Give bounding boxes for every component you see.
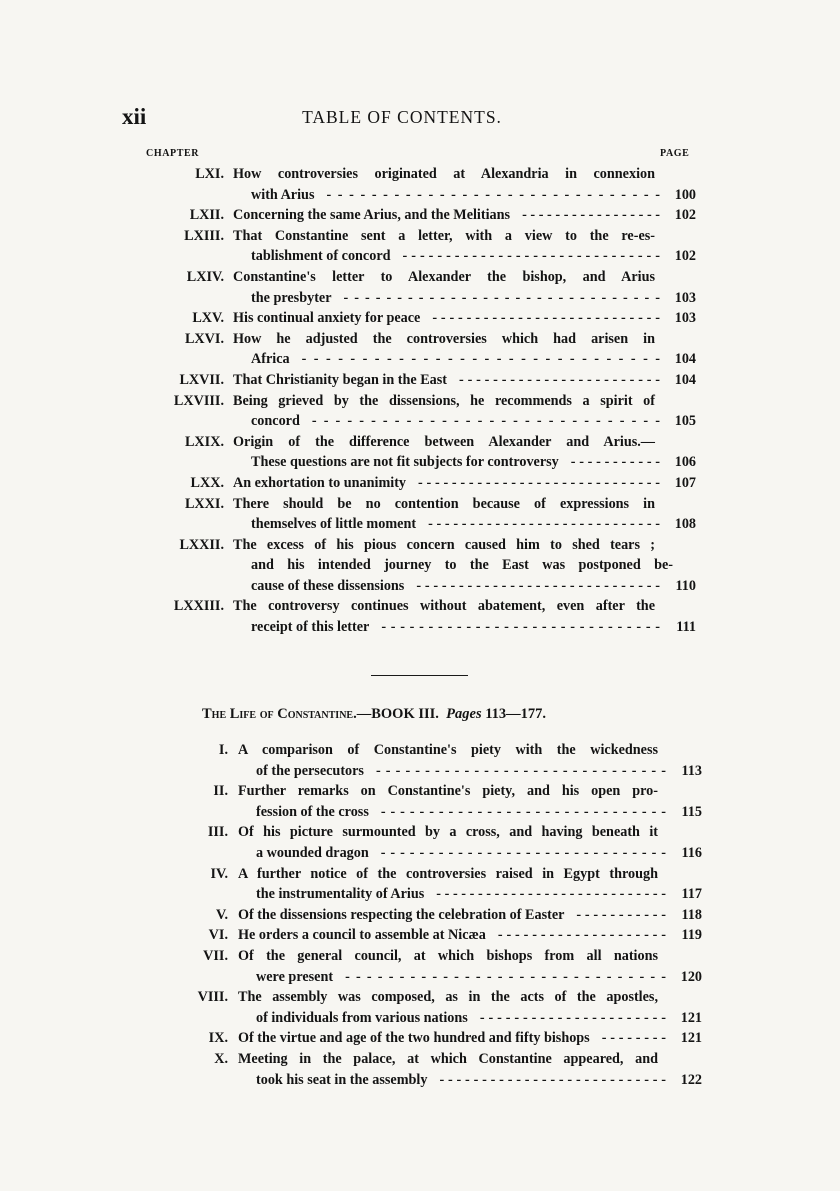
chapter-number: LXIX. — [184, 433, 224, 450]
page-number: 106 — [674, 454, 696, 471]
page-column-heading: PAGE — [660, 148, 690, 159]
toc-entry — [0, 391, 840, 432]
dot-leader: - - - - - - - - - - - - - - - - - - - - - - - - - - - - - - — [380, 803, 666, 820]
dot-leader: - - - - - - - - - - - - - - - - - - - - - - - - — [459, 371, 660, 388]
chapter-number: II. — [213, 783, 228, 800]
entry-title-line: of individuals from various nations — [256, 1009, 468, 1026]
entry-title-line: The controversy continues without abatement, even after the — [233, 598, 655, 615]
entry-title-line: the presbyter — [251, 289, 332, 306]
toc-entry — [0, 370, 840, 391]
running-head — [122, 104, 682, 134]
dot-leader: - - - - - - - - - - - — [570, 454, 660, 471]
page-number: 102 — [674, 207, 696, 224]
toc-entry — [0, 1049, 840, 1090]
entry-title-line: with Arius — [251, 186, 315, 203]
toc-entry — [0, 822, 840, 863]
toc-entry — [0, 905, 840, 926]
entry-title-line: That Constantine sent a letter, with a view to the re-es- — [233, 227, 655, 244]
entry-title-line: There should be no contention because of expressions in — [233, 495, 655, 512]
toc-entry — [0, 781, 840, 822]
entry-title-line: His continual anxiety for peace — [233, 310, 421, 327]
page-number: 104 — [674, 371, 696, 388]
toc-entry — [0, 226, 840, 267]
page-number: 107 — [674, 474, 696, 491]
page-number: 120 — [680, 968, 702, 985]
chapter-number: VIII. — [197, 989, 228, 1006]
section-heading — [202, 706, 546, 723]
chapter-number: LXVIII. — [173, 392, 224, 409]
dot-leader: - - - - - - - - — [601, 1030, 666, 1047]
dot-leader: - - - - - - - - - - - - - - - - - - - - - - - - - - - - - — [418, 474, 660, 491]
page-number: 111 — [676, 619, 696, 636]
entry-title-line: fession of the cross — [256, 803, 369, 820]
toc-entry — [0, 205, 840, 226]
toc-entry — [0, 164, 840, 205]
entry-title-line: Origin of the difference between Alexander and Arius.— — [233, 433, 655, 450]
entry-title-line: Concerning the same Arius, and the Melitians — [233, 207, 511, 224]
entry-title-line: and his intended journey to the East was postponed be- — [251, 557, 673, 574]
section-book: —BOOK III. — [356, 706, 439, 722]
entry-title-line: These questions are not fit subjects for controversy — [251, 454, 559, 471]
chapter-number: VI. — [208, 927, 228, 944]
page-folio: xii — [122, 104, 147, 129]
entry-title-line: How controversies originated at Alexandria in connexion — [233, 166, 655, 182]
page-number: 103 — [674, 310, 696, 327]
entry-title-line: took his seat in the assembly — [256, 1071, 428, 1088]
dot-leader: - - - - - - - - - - - - - - - - - - - - - - - - - - - - - - — [375, 762, 666, 779]
dot-leader: - - - - - - - - - - - - - - - - - - - - - - - - - - - - - - — [326, 186, 660, 203]
chapter-number: X. — [214, 1050, 228, 1067]
chapter-number: LXX. — [190, 474, 224, 491]
page-number: 110 — [675, 577, 696, 594]
entry-title-line: themselves of little moment — [251, 516, 417, 533]
contents-list-part-1 — [0, 164, 840, 638]
entry-title-line: a wounded dragon — [256, 844, 369, 861]
chapter-number: V. — [216, 906, 228, 923]
toc-entry — [0, 740, 840, 781]
page-number: 121 — [680, 1009, 702, 1026]
dot-leader: - - - - - - - - - - - — [576, 906, 666, 923]
toc-entry — [0, 987, 840, 1028]
chapter-number: III. — [207, 824, 228, 841]
toc-entry — [0, 596, 840, 637]
chapter-number: LXVI. — [184, 330, 224, 347]
entry-title-line: Constantine's letter to Alexander the bishop, and Arius — [233, 268, 655, 285]
entry-title-line: Meeting in the palace, at which Constantine appeared, and — [238, 1050, 658, 1067]
entry-title-line: How he adjusted the controversies which had arisen in — [233, 330, 655, 347]
chapter-number: LXI. — [195, 166, 224, 182]
toc-entry — [0, 432, 840, 473]
dot-leader: - - - - - - - - - - - - - - - - - - - - - - - - - - - - - — [416, 577, 660, 594]
chapter-number: LXXIII. — [173, 598, 224, 615]
entry-title-line: were present — [256, 968, 334, 985]
entry-title-line: That Christianity began in the East — [233, 371, 448, 388]
page-number: 105 — [674, 413, 696, 430]
toc-entry — [0, 925, 840, 946]
chapter-column-heading: CHAPTER — [146, 148, 200, 159]
page-number: 115 — [681, 803, 702, 820]
dot-leader: - - - - - - - - - - - - - - - - - - - - - - - - - - - - - - — [301, 351, 660, 368]
toc-entry — [0, 494, 840, 535]
entry-title-line: A comparison of Constantine's piety with the wickedness — [238, 742, 658, 758]
dot-leader: - - - - - - - - - - - - - - - - - - - - - - - - - - - - - - — [311, 413, 660, 430]
page-number: 102 — [674, 248, 696, 265]
dot-leader: - - - - - - - - - - - - - - - - - - - - - - - - - - - — [439, 1071, 666, 1088]
chapter-number: IX. — [208, 1030, 228, 1047]
page-number: 121 — [680, 1030, 702, 1047]
page-number: 117 — [681, 886, 702, 903]
toc-entry — [0, 946, 840, 987]
chapter-number: LXVII. — [179, 371, 224, 388]
dot-leader: - - - - - - - - - - - - - - - - - - - - — [497, 927, 666, 944]
chapter-number: VII. — [203, 947, 228, 964]
entry-title-line: of the persecutors — [256, 762, 364, 779]
toc-entry — [0, 473, 840, 494]
entry-title-line: Of the general council, at which bishops from all nations — [238, 947, 658, 964]
dot-leader: - - - - - - - - - - - - - - - - - - - - - - - - - - - - - - — [402, 248, 660, 265]
dot-leader: - - - - - - - - - - - - - - - - - - - - - - — [479, 1009, 666, 1026]
page-number: 113 — [681, 762, 702, 779]
chapter-number: LXV. — [192, 310, 224, 327]
section-divider — [371, 675, 468, 676]
page-number: 116 — [681, 844, 702, 861]
page-number: 103 — [674, 289, 696, 306]
page-title: TABLE OF CONTENTS. — [302, 107, 502, 127]
entry-title-line: tablishment of concord — [251, 248, 391, 265]
toc-entry — [0, 535, 840, 597]
dot-leader: - - - - - - - - - - - - - - - - - - - - - - - - - - - - - - — [343, 289, 660, 306]
entry-title-line: the instrumentality of Arius — [256, 886, 425, 903]
entry-title-line: The assembly was composed, as in the acts of the apostles, — [238, 989, 658, 1006]
chapter-number: LXXI. — [184, 495, 224, 512]
entry-title-line: He orders a council to assemble at Nicæa — [238, 927, 486, 944]
chapter-number: LXIII. — [184, 227, 224, 244]
entry-title-line: receipt of this letter — [251, 619, 370, 636]
contents-list-part-2 — [0, 740, 840, 1090]
entry-title-line: Further remarks on Constantine's piety, and his open pro- — [238, 783, 658, 800]
entry-title-line: Of the dissensions respecting the celebration of Easter — [238, 906, 565, 923]
dot-leader: - - - - - - - - - - - - - - - - - - - - - - - - - - - - - - — [345, 968, 666, 985]
chapter-number: IV. — [210, 865, 228, 882]
chapter-number: LXIV. — [186, 268, 224, 285]
dot-leader: - - - - - - - - - - - - - - - - - - - - - - - - - - - — [432, 310, 660, 327]
toc-entry — [0, 267, 840, 308]
entry-title-line: The excess of his pious concern caused him to shed tears ; — [233, 536, 655, 553]
section-work-title: The Life of Constantine. — [202, 706, 357, 722]
page-number: 118 — [681, 906, 702, 923]
section-pages-label: Pages — [446, 706, 482, 722]
chapter-number: LXII. — [189, 207, 224, 224]
page-number: 122 — [680, 1071, 702, 1088]
entry-title-line: An exhortation to unanimity — [233, 474, 407, 491]
dot-leader: - - - - - - - - - - - - - - - - - - - - - - - - - - - - — [428, 516, 660, 533]
toc-entry — [0, 329, 840, 370]
page-number: 119 — [681, 927, 702, 944]
toc-entry — [0, 1028, 840, 1049]
entry-title-line: concord — [251, 413, 300, 430]
page-number: 108 — [674, 516, 696, 533]
page-number: 104 — [674, 351, 696, 368]
dot-leader: - - - - - - - - - - - - - - - - - — [522, 207, 660, 224]
chapter-number: LXXII. — [179, 536, 224, 553]
entry-title-line: cause of these dissensions — [251, 577, 405, 594]
dot-leader: - - - - - - - - - - - - - - - - - - - - - - - - - - - - — [436, 886, 666, 903]
dot-leader: - - - - - - - - - - - - - - - - - - - - - - - - - - - - - - — [381, 619, 660, 636]
section-pages-range: 113—177. — [485, 706, 547, 722]
entry-title-line: Africa — [251, 351, 290, 368]
dot-leader: - - - - - - - - - - - - - - - - - - - - - - - - - - - - - - — [380, 844, 666, 861]
toc-entry — [0, 864, 840, 905]
chapter-number: I. — [218, 742, 228, 758]
entry-title-line: Of his picture surmounted by a cross, and having beneath it — [238, 824, 658, 841]
toc-entry — [0, 308, 840, 329]
entry-title-line: A further notice of the controversies raised in Egypt through — [238, 865, 658, 882]
entry-title-line: Of the virtue and age of the two hundred and fifty bishops — [238, 1030, 590, 1047]
entry-title-line: Being grieved by the dissensions, he recommends a spirit of — [233, 392, 655, 409]
page-number: 100 — [674, 186, 696, 203]
